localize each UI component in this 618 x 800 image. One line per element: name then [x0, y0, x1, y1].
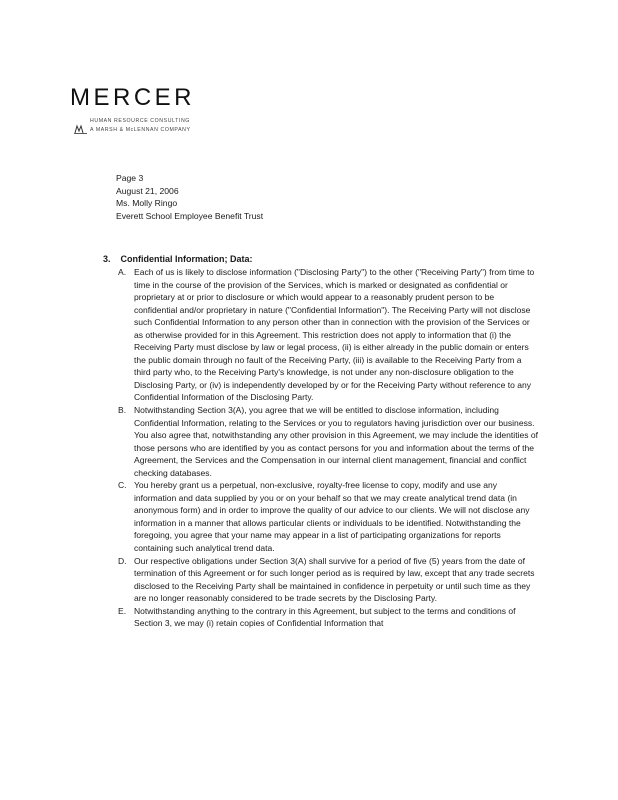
item-marker: A. — [118, 267, 127, 277]
list-item — [118, 404, 538, 479]
item-text: Our respective obligations under Section 3(A) shall survive for a period of five (5) years from the date of termination of this Agreement or for such longer period as is required by law, except that any trade secrets disclosed to the Receiving Party shall be maintained in confidence in perpetuity or until such time as they are no longer reasonably considered to be trade secrets by the Disclosing Party. — [134, 555, 535, 604]
list-item — [118, 266, 538, 404]
section-title: Confidential Information; Data: — [120, 254, 253, 264]
mmc-logo-icon — [74, 124, 88, 134]
section-items — [118, 266, 538, 630]
logo-parent-company: A MARSH & McLENNAN COMPANY — [90, 127, 191, 133]
item-marker: D. — [118, 555, 127, 566]
mercer-logo: MERCER — [70, 84, 196, 111]
logo-tagline: HUMAN RESOURCE CONSULTING — [90, 118, 190, 124]
letter-date: August 21, 2006 — [116, 185, 179, 196]
recipient-name: Ms. Molly Ringo — [116, 198, 178, 209]
section-heading — [103, 254, 253, 264]
item-marker: E. — [118, 605, 127, 616]
item-marker: C. — [118, 480, 127, 491]
item-marker: B. — [118, 405, 127, 416]
item-text: Each of us is likely to disclose information ("Disclosing Party") to the other ("Receiving Party") from time to time in the course of the provision of the Services, which is marked or designated as confidential or proprietary at or prior to disclosure or which would appear to a reasonably prudent person to be confidential and/or proprietary in nature ("Confidential Information"). The Receiving Party will not disclose such Confidential Information to any person other than in connection with the provision of the Services or as otherwise provided for in this Agreement. This restriction does not apply to information that (i) the Receiving Party must disclose by law or legal process, (ii) is either already in the public domain or enters the public domain through no fault of the Receiving Party, (iii) is available to the Receiving Party from a third party who, to the Receiving Party's knowledge, is not under any non-disclosure obligation to the Disclosing Party, or (iv) is independently developed by or for the Receiving Party without reference to any Confidential Information of the Disclosing Party. — [134, 267, 535, 403]
recipient-organization: Everett School Employee Benefit Trust — [116, 210, 264, 221]
page-number: Page 3 — [116, 173, 144, 183]
item-text: Notwithstanding Section 3(A), you agree that we will be entitled to disclose information, including Confidential Information, relating to the Services or you to regulators having jurisdiction over our business. You also agree that, notwithstanding any other provision in this Agreement, we may include the identities of those persons who are identified by you as contact persons for you and information about the terms of the Agreement, the Services and the Compensation in our internal client management, financial and conflict checking databases. — [134, 405, 539, 478]
item-text: Notwithstanding anything to the contrary in this Agreement, but subject to the terms and conditions of Section 3, we may (i) retain copies of Confidential Information that — [134, 605, 516, 629]
list-item — [118, 605, 538, 630]
list-item — [118, 479, 538, 554]
item-text: You hereby grant us a perpetual, non-exclusive, royalty-free license to copy, modify and use any information and data supplied by you or on your behalf so that we may create analytical trend data (in anonymous form) and in order to improve the quality of our advice to our clients. We will not disclose any information in a manner that allows particular clients or individuals to be identified. Notwithstanding the foregoing, you agree that your name may appear in a list of participating organizations for reports containing such analytical trend data. — [134, 480, 530, 554]
section-number: 3. — [103, 254, 111, 264]
list-item — [118, 555, 538, 605]
letter-header — [116, 172, 263, 222]
